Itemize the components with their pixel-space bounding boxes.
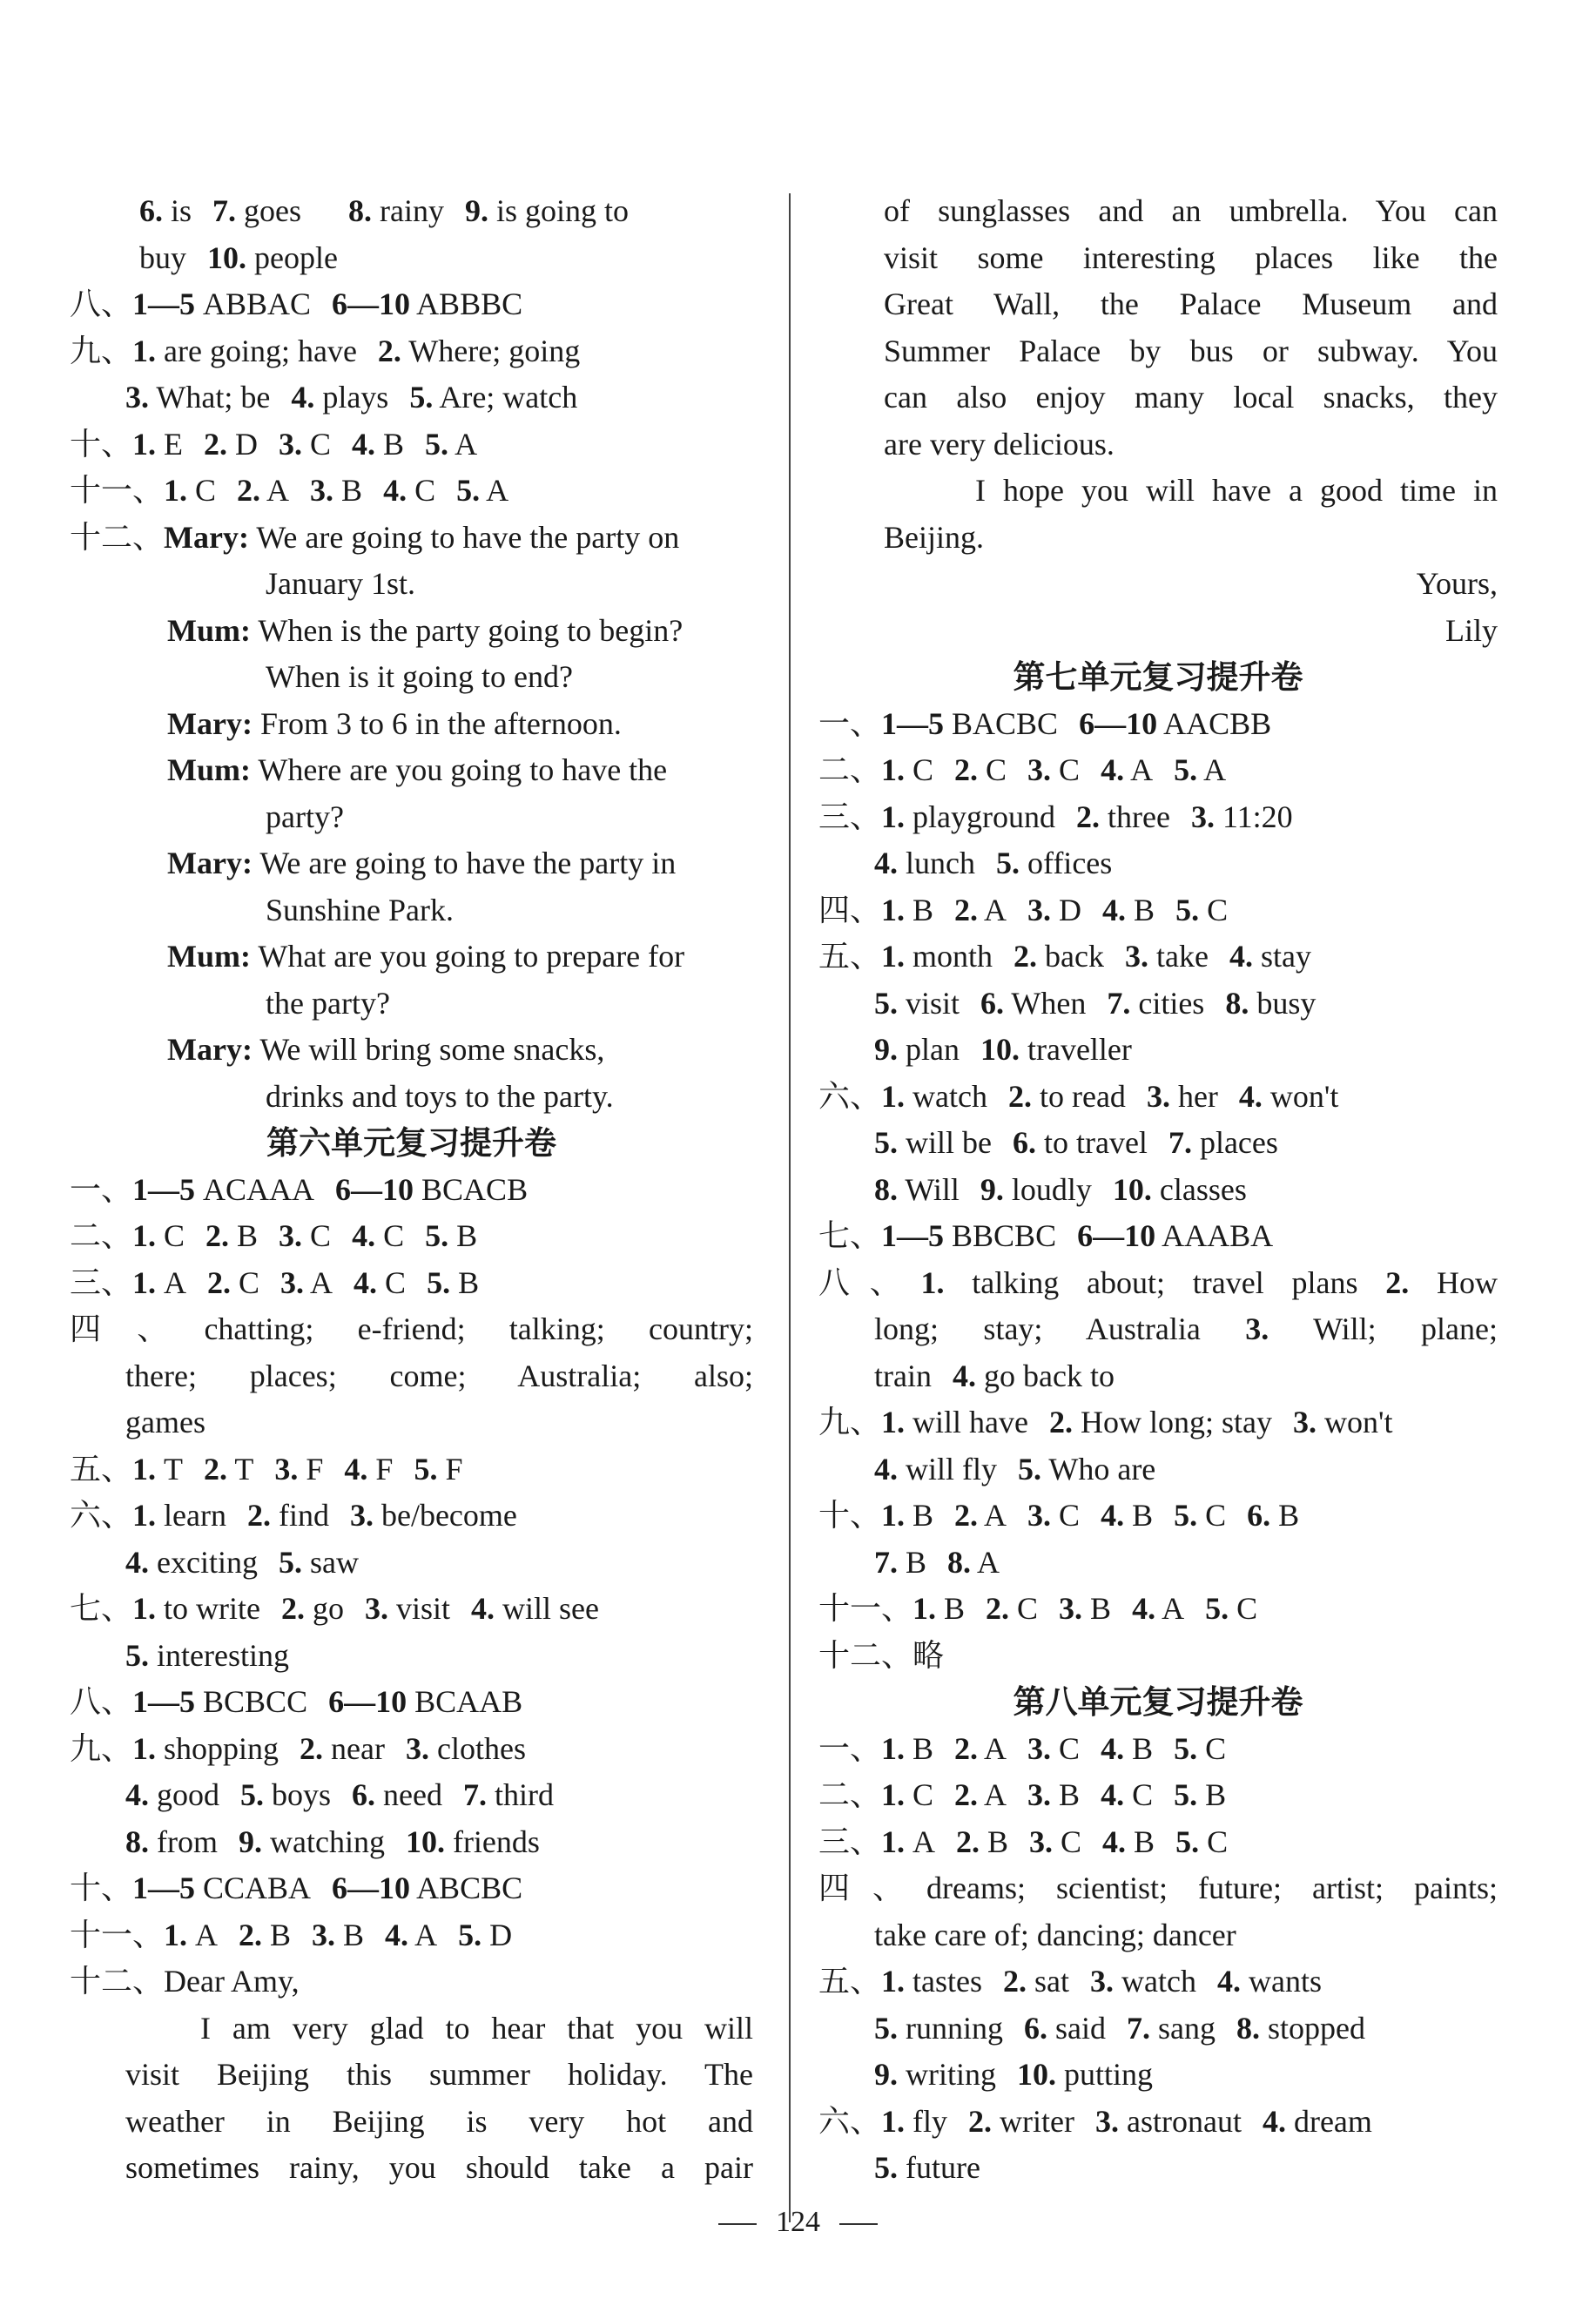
answer-line: 4. exciting 5. saw [125, 1544, 359, 1580]
dialog-line: Mary: We are going to have the party in [167, 846, 677, 880]
letter-line: can also enjoy many local snacks, they [884, 380, 1498, 415]
answer-line: 5. running 6. said 7. sang 8. stopped [874, 2010, 1365, 2046]
dialog-line: Mum: When is the party going to begin? [167, 612, 684, 648]
answer-line: 一、1—5 ACAAA 6—10 BCACB [70, 1171, 529, 1207]
letter-line: sometimes rainy, you should take a pair [125, 2150, 753, 2185]
letter-line: Summer Palace by bus or subway. You [884, 333, 1498, 368]
dialog-line: January 1st. [266, 566, 415, 601]
letter-closing: Yours, [1416, 566, 1498, 601]
right-column [818, 188, 1498, 2192]
dialog-line: Sunshine Park. [266, 892, 454, 927]
section-title-unit-6: 第六单元复习提升卷 [266, 1124, 556, 1162]
letter-line: I am very glad to hear that you will [200, 2010, 753, 2046]
answer-line: 5. future [874, 2150, 980, 2185]
letter-line: Beijing. [884, 519, 984, 555]
answer-line: 四、dreams; scientist; future; artist; paints; [818, 1871, 1498, 1905]
letter-line: visit Beijing this summer holiday. The [125, 2057, 753, 2092]
answer-line: 九、1. shopping 2. near 3. clothes [70, 1730, 526, 1766]
answer-line: 8. Will 9. loudly 10. classes [874, 1171, 1247, 1207]
answer-line: 八、1—5 BCBCC 6—10 BCAAB [70, 1684, 523, 1719]
answer-line: 五、1. T 2. T 3. F 4. F 5. F [70, 1451, 463, 1486]
answer-line: 八、1—5 ABBAC 6—10 ABBBC [70, 287, 523, 321]
answer-line: 八、1. talking about; travel plans 2. How [818, 1264, 1498, 1300]
left-column [70, 188, 753, 2192]
answer-line: 十二、略 [818, 1637, 945, 1673]
answer-line: 四、chatting; e-friend; talking; country; [70, 1311, 753, 1346]
section-title-unit-7: 第七单元复习提升卷 [1013, 658, 1303, 696]
answer-line: 七、1. to write 2. go 3. visit 4. will see [70, 1591, 599, 1626]
page-number-dash [839, 2223, 878, 2225]
answer-line: 九、1. will have 2. How long; stay 3. won't [818, 1405, 1393, 1439]
dialog-line: Mum: What are you going to prepare for [167, 939, 685, 974]
answer-line: 5. interesting [125, 1637, 289, 1673]
answer-line: 十、1—5 CCABA 6—10 ABCBC [70, 1871, 523, 1905]
answer-line: 六、1. learn 2. find 3. be/become [70, 1498, 517, 1533]
answer-line: 一、1. B 2. A 3. C 4. B 5. C [818, 1730, 1227, 1766]
page-number-text: 124 [776, 2206, 820, 2238]
dialog-line: Mum: Where are you going to have the [167, 752, 668, 787]
answer-line: 二、1. C 2. A 3. B 4. C 5. B [818, 1777, 1227, 1812]
answer-line: 二、1. C 2. B 3. C 4. C 5. B [70, 1218, 478, 1253]
letter-line: of sunglasses and an umbrella. You can [884, 193, 1498, 228]
dialog-line: the party? [266, 985, 390, 1021]
answer-line: 3. What; be 4. plays 5. Are; watch [125, 380, 578, 415]
answer-line: 四、1. B 2. A 3. D 4. B 5. C [818, 892, 1229, 927]
letter-line: are very delicious. [884, 426, 1115, 462]
dialog-line: party? [266, 799, 344, 834]
answer-line: 十一、1. A 2. B 3. B 4. A 5. D [70, 1917, 513, 1952]
answer-line: 6. is 7. goes 8. rainy 9. is going to [139, 193, 629, 228]
answer-line: 十、1. B 2. A 3. C 4. B 5. C 6. B [818, 1498, 1300, 1533]
answer-line: 4. good 5. boys 6. need 7. third [125, 1777, 554, 1812]
answer-line: 7. B 8. A [874, 1544, 1000, 1580]
answer-line: 十一、1. C 2. A 3. B 4. C 5. A [70, 473, 509, 508]
answer-line: 三、1. A 2. B 3. C 4. B 5. C [818, 1824, 1229, 1859]
answer-line: 8. from 9. watching 10. friends [125, 1824, 540, 1859]
answer-line: buy 10. people [139, 239, 338, 275]
answer-line: 4. will fly 5. Who are [874, 1451, 1156, 1486]
answer-line: 九、1. are going; have 2. Where; going [70, 333, 581, 368]
answer-line: games [125, 1405, 205, 1439]
answer-line: 4. lunch 5. offices [874, 846, 1113, 880]
dialog-line: drinks and toys to the party. [266, 1078, 614, 1114]
answer-line: 三、1. A 2. C 3. A 4. C 5. B [70, 1264, 480, 1300]
letter-line: I hope you will have a good time in [975, 473, 1498, 508]
answer-line: 5. will be 6. to travel 7. places [874, 1125, 1278, 1160]
page-number [0, 2203, 1596, 2241]
dialog-line: 十二、Mary: We are going to have the party on [70, 519, 680, 555]
dialog-line: Mary: We will bring some snacks, [167, 1032, 605, 1067]
answer-line: 十一、1. B 2. C 3. B 4. A 5. C [818, 1591, 1258, 1626]
answer-line: there; places; come; Australia; also; [125, 1358, 753, 1393]
answer-line: 9. writing 10. putting [874, 2057, 1154, 2092]
letter-line: Great Wall, the Palace Museum and [884, 287, 1498, 321]
answer-line: 五、1. month 2. back 3. take 4. stay [818, 939, 1311, 974]
answer-line: 三、1. playground 2. three 3. 11:20 [818, 799, 1293, 834]
answer-line: 六、1. fly 2. writer 3. astronaut 4. dream [818, 2103, 1372, 2139]
answer-line: 9. plan 10. traveller [874, 1032, 1132, 1067]
answer-line: 十、1. E 2. D 3. C 4. B 5. A [70, 426, 478, 462]
section-title-unit-8: 第八单元复习提升卷 [1013, 1683, 1303, 1721]
answer-line: long; stay; Australia 3. Will; plane; [874, 1311, 1498, 1346]
page-number-dash [718, 2223, 757, 2225]
letter-signature: Lily [1445, 612, 1498, 648]
answer-line: take care of; dancing; dancer [874, 1917, 1236, 1952]
column-divider [789, 193, 791, 2222]
answer-line: 七、1—5 BBCBC 6—10 AAABA [818, 1218, 1274, 1253]
answer-line: 5. visit 6. When 7. cities 8. busy [874, 985, 1317, 1021]
dialog-line: Mary: From 3 to 6 in the afternoon. [167, 705, 622, 741]
letter-greeting: 十二、Dear Amy, [70, 1964, 300, 1999]
answer-line: 二、1. C 2. C 3. C 4. A 5. A [818, 752, 1227, 787]
answer-line: 一、1—5 BACBC 6—10 AACBB [818, 705, 1272, 741]
answer-line: train 4. go back to [874, 1358, 1115, 1393]
letter-line: visit some interesting places like the [884, 239, 1498, 275]
answer-line: 六、1. watch 2. to read 3. her 4. won't [818, 1078, 1339, 1114]
dialog-line: When is it going to end? [266, 659, 573, 694]
answer-line: 五、1. tastes 2. sat 3. watch 4. wants [818, 1964, 1322, 1999]
letter-line: weather in Beijing is very hot and [125, 2103, 753, 2139]
